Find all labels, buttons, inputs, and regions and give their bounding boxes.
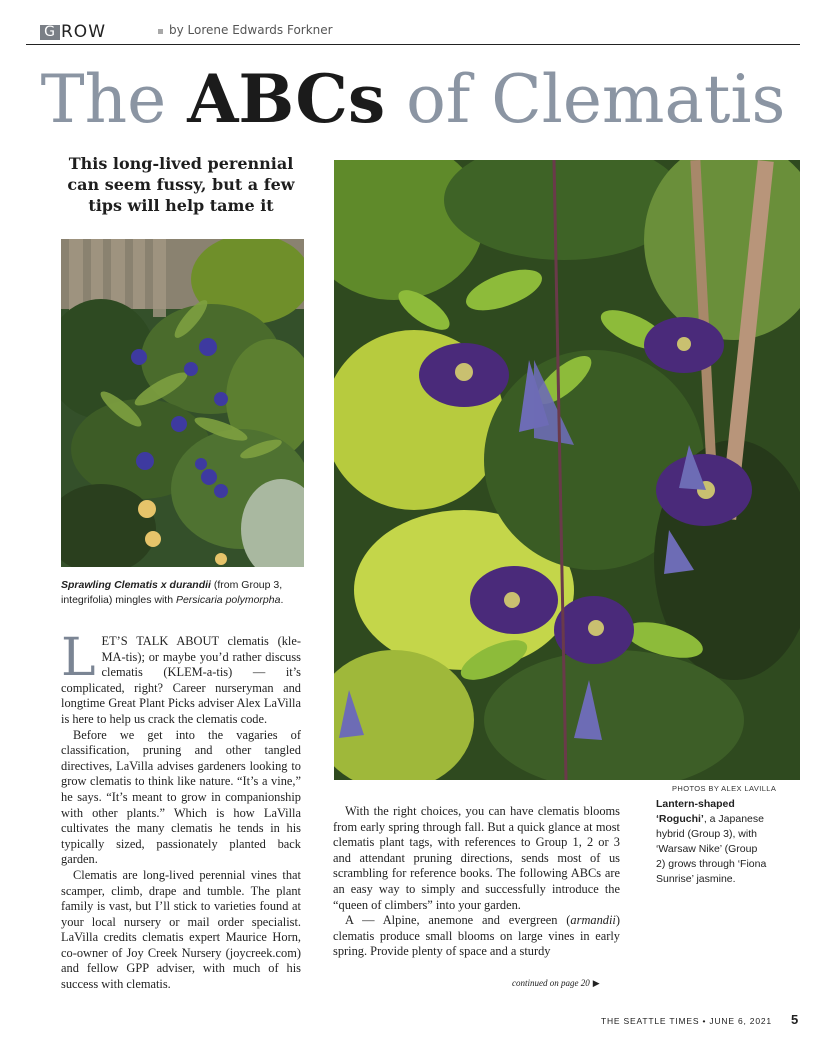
body-paragraph-5-lead: A — Alpine, anemone and evergreen ( <box>345 913 571 928</box>
body-paragraph-3: Clematis are long-lived perennial vines that scamper, climb, drape and tumble. The plant family is vast, but I’ll stick to varieties found at your local nursery or mail order specialist. LaVilla credits clematis expert Maurice Horn, co-owner of Joy Creek Nursery (joycreek.com) and fellow GPP adviser, with much of his success with clematis. <box>61 867 301 992</box>
title-part-the: The <box>40 61 188 138</box>
caption-companion: Persicaria polymorpha <box>175 594 281 606</box>
photo-clematis-roguchi <box>334 160 800 780</box>
caption-middle: (from Group 3, integrifolia) mingles with <box>61 579 283 606</box>
title-part-abcs: ABCs <box>187 60 386 138</box>
grow-logo-g: G <box>40 25 60 40</box>
grow-section-logo <box>40 22 106 42</box>
caption-lead: Sprawling <box>61 579 115 591</box>
body-paragraph-2: Before we get into the vagaries of classification, pruning and other tangled directives, LaVilla advises gardeners looking to grow clematis to think like nature. “It’s a vine,” he says. “It’s meant to grow in companionship with other plants.” Which is how LaVilla cultivates the many clematis he tends in his typically sized, passionately planted back garden. <box>61 727 301 867</box>
body-paragraph-5-species: armandii <box>570 913 616 928</box>
article-title <box>26 58 800 141</box>
section-header <box>26 20 800 45</box>
continued-text: continued on page 20 <box>512 978 590 988</box>
photo-clematis-durandii <box>61 239 304 567</box>
body-paragraph-1-text: ET’S TALK ABOUT clematis (kle-MA-tis); or maybe you’d rather discuss clematis (KLEM-a-tis) — it’s complicated, right? Career nurseryman and longtime Great Plant Picks adviser Alex LaVilla is here to help us crack the clematis code. <box>61 634 301 726</box>
continued-on-page-link[interactable] <box>512 978 600 989</box>
article-body-column-1 <box>61 628 301 993</box>
article-body-column-2 <box>333 804 620 960</box>
photo-caption-durandii <box>61 578 311 608</box>
caption-big-lead: Lantern-shaped ‘Roguchi’ <box>656 798 735 825</box>
grow-logo-text: ROW <box>61 22 107 42</box>
body-paragraph-1 <box>61 628 301 728</box>
byline: by Lorene Edwards Forkner <box>169 23 333 37</box>
body-paragraph-5-rest: ) clematis produce small blooms on large vines in early spring. Provide plenty of space and a sturdy <box>333 913 620 959</box>
separator-square-icon <box>158 29 163 34</box>
caption-species: Clematis x durandii <box>114 579 211 591</box>
drop-cap: L <box>61 628 96 688</box>
body-paragraph-4: With the right choices, you can have clematis blooms from early spring through fall. But a quick glance at most clematis plant tags, with references to Group 1, 2 or 3 and attendant pruning directions, sends most of us scrambling for reference books. The following ABCs are an easy way to simply and successfully introduce the “queen of climbers” into your garden. <box>333 804 620 912</box>
publication-footer: THE SEATTLE TIMES • JUNE 6, 2021 <box>601 1016 772 1026</box>
photo-credit: PHOTOS BY ALEX LAVILLA <box>672 784 777 793</box>
page-number: 5 <box>791 1012 799 1027</box>
caption-end: . <box>280 594 284 606</box>
body-paragraph-5 <box>333 913 620 960</box>
photo-caption-roguchi <box>656 797 768 887</box>
article-deck: This long-lived perennial can seem fussy, but a few tips will help tame it <box>67 154 295 215</box>
title-part-clematis: of Clematis <box>385 61 786 138</box>
caption-big-rest: , a Japanese hybrid (Group 3), with ‘Warsaw Nike’ (Group 2) grows through ‘Fiona Sunrise’ jasmine. <box>656 813 767 885</box>
arrow-right-icon: ▶ <box>592 978 600 988</box>
